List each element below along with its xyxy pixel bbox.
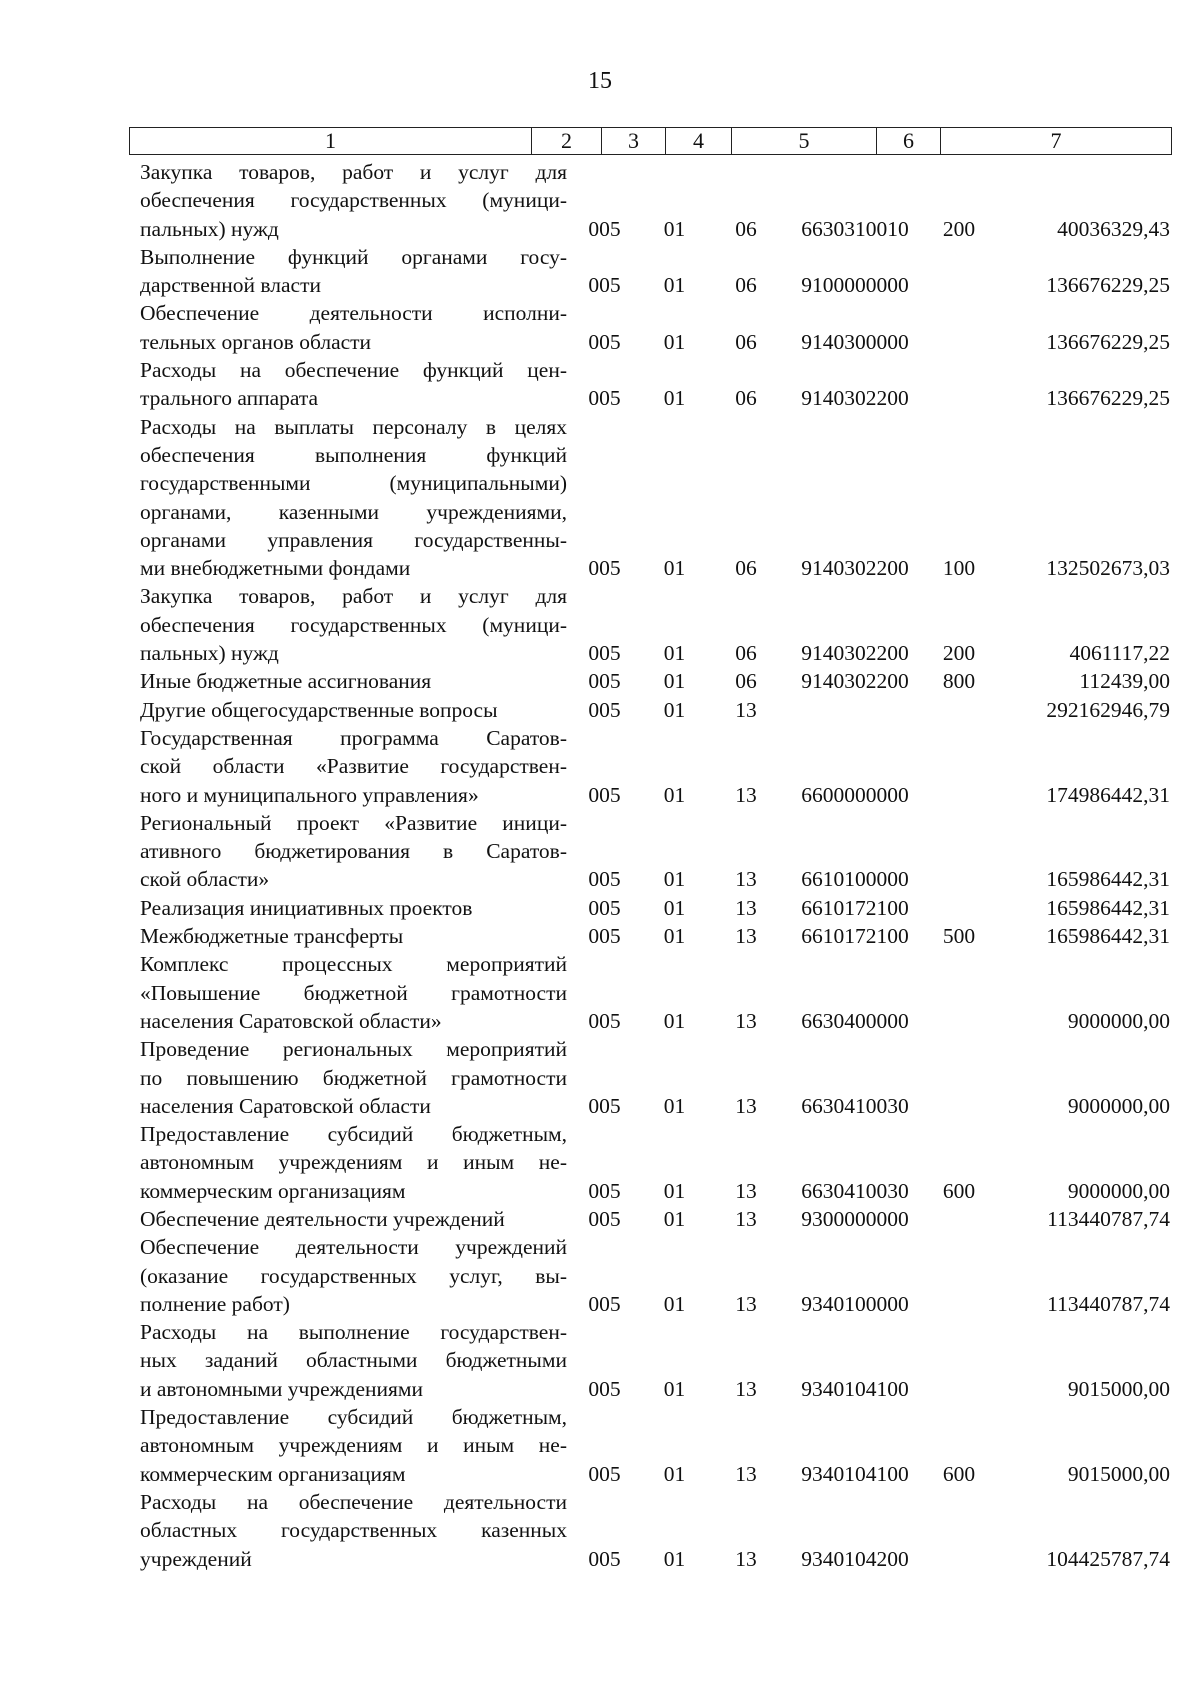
cell-c4: 13 <box>735 1291 757 1316</box>
row-name-line: коммерческим организациям <box>140 1178 406 1203</box>
table-row <box>140 809 1170 894</box>
table-row <box>140 724 1170 809</box>
cell-c2: 005 <box>588 1093 621 1118</box>
row-name-line: областных государственных казенных <box>140 1518 567 1543</box>
cell-c7: 112439,00 <box>1079 669 1170 694</box>
cell-c2: 005 <box>588 782 621 807</box>
cell-c2: 005 <box>588 1206 621 1231</box>
row-name <box>140 1035 567 1120</box>
row-name-line: государственными (муниципальными) <box>140 471 567 496</box>
cell-c6: 600 <box>942 1178 976 1203</box>
row-name-line: ми внебюджетными фондами <box>140 556 411 581</box>
table-row <box>140 1488 1170 1573</box>
table-row <box>140 1403 1170 1488</box>
cell-c4: 13 <box>735 867 757 892</box>
cell-c7: 113440787,74 <box>1047 1206 1170 1231</box>
column-header: 6 <box>877 128 941 155</box>
cell-c4: 13 <box>735 895 757 920</box>
row-name-line: «Повышение бюджетной грамотности <box>140 980 567 1005</box>
row-name <box>140 667 567 695</box>
cell-c7: 9015000,00 <box>1067 1461 1170 1486</box>
cell-c3: 01 <box>663 1008 686 1033</box>
row-name-line: Закупка товаров, работ и услуг для <box>140 160 567 184</box>
row-name <box>140 724 567 809</box>
row-name <box>140 1120 567 1205</box>
cell-c2: 005 <box>588 1291 621 1316</box>
row-name-line: по повышению бюджетной грамотности <box>140 1065 567 1090</box>
row-name-line: Комплекс процессных мероприятий <box>140 952 567 977</box>
row-name-line: автономным учреждениям и иным не- <box>140 1433 567 1458</box>
row-name-line: Предоставление субсидий бюджетным, <box>140 1405 567 1430</box>
row-name <box>140 922 567 950</box>
row-name-line: трального аппарата <box>140 386 319 411</box>
cell-c4: 13 <box>735 1376 757 1401</box>
cell-c4: 13 <box>735 1093 757 1118</box>
cell-c5: 6630310010 <box>801 216 909 241</box>
row-name <box>140 299 567 356</box>
row-name <box>140 950 567 1035</box>
page-number: 15 <box>588 68 612 94</box>
cell-c2: 005 <box>588 641 621 666</box>
row-name-line: обеспечения государственных (муници- <box>140 612 567 637</box>
table-row <box>140 299 1170 356</box>
cell-c4: 13 <box>735 782 757 807</box>
cell-c7: 9000000,00 <box>1067 1093 1170 1118</box>
row-name <box>140 243 567 300</box>
table-row <box>140 1205 1170 1233</box>
cell-c4: 13 <box>735 1178 757 1203</box>
row-name <box>140 1205 567 1233</box>
row-name-line: Предоставление субсидий бюджетным, <box>140 1122 567 1147</box>
row-name-line: дарственной власти <box>140 273 321 298</box>
cell-c5: 9140302200 <box>801 669 909 694</box>
table-row <box>140 582 1170 667</box>
row-name <box>140 696 567 724</box>
cell-c4: 13 <box>735 1546 757 1571</box>
row-name-line: Проведение региональных мероприятий <box>140 1037 567 1062</box>
row-name-line: органами, казенными учреждениями, <box>140 499 567 524</box>
cell-c3: 01 <box>663 1178 686 1203</box>
cell-c7: 104425787,74 <box>1046 1546 1170 1571</box>
cell-c5: 9140302200 <box>801 386 909 411</box>
table-row <box>140 413 1170 583</box>
cell-c7: 165986442,31 <box>1046 895 1170 920</box>
cell-c5: 6630410030 <box>801 1178 909 1203</box>
cell-c2: 005 <box>588 216 621 241</box>
row-name-line: Расходы на обеспечение деятельности <box>140 1489 567 1514</box>
cell-c2: 005 <box>588 1546 621 1571</box>
cell-c2: 005 <box>588 386 621 411</box>
cell-c7: 165986442,31 <box>1046 924 1170 949</box>
cell-c6: 200 <box>942 641 976 666</box>
cell-c3: 01 <box>663 1093 686 1118</box>
cell-c3: 01 <box>663 924 686 949</box>
cell-c7: 40036329,43 <box>1057 216 1170 241</box>
cell-c5: 6600000000 <box>801 782 909 807</box>
row-name-line: Региональный проект «Развитие иници- <box>140 810 567 835</box>
column-header: 5 <box>732 128 877 155</box>
cell-c3: 01 <box>663 1546 686 1571</box>
row-name-line: обеспечения государственных (муници- <box>140 188 567 213</box>
cell-c5: 9140302200 <box>801 641 909 666</box>
cell-c5: 9340104200 <box>801 1546 909 1571</box>
row-name-line: автономным учреждениям и иным не- <box>140 1150 567 1175</box>
cell-c7: 174986442,31 <box>1046 782 1170 807</box>
cell-c6: 800 <box>942 669 976 694</box>
row-name-line: ных заданий областными бюджетными <box>140 1348 567 1373</box>
row-name-line: обеспечения выполнения функций <box>140 442 567 467</box>
cell-c7: 165986442,31 <box>1046 867 1170 892</box>
cell-c7: 136676229,25 <box>1046 329 1170 354</box>
row-name-line: полнение работ) <box>140 1291 290 1316</box>
cell-c6: 200 <box>942 216 976 241</box>
cell-c2: 005 <box>588 924 621 949</box>
cell-c4: 13 <box>735 1008 757 1033</box>
column-header: 2 <box>532 128 602 155</box>
cell-c3: 01 <box>663 556 686 581</box>
cell-c4: 13 <box>735 924 757 949</box>
row-name-line: ской области «Развитие государствен- <box>140 754 567 779</box>
table-row <box>140 158 1170 243</box>
row-name <box>140 158 567 243</box>
row-name-line: и автономными учреждениями <box>140 1376 423 1401</box>
table-row <box>140 1233 1170 1318</box>
cell-c5: 9300000000 <box>801 1206 909 1231</box>
cell-c5: 9340104100 <box>801 1376 909 1401</box>
row-name <box>140 356 567 413</box>
cell-c5: 9140300000 <box>801 329 909 354</box>
cell-c4: 06 <box>735 329 757 354</box>
cell-c6: 600 <box>942 1461 976 1486</box>
cell-c3: 01 <box>663 1291 686 1316</box>
cell-c7: 132502673,03 <box>1046 556 1170 581</box>
cell-c2: 005 <box>588 1178 621 1203</box>
row-name-line: Выполнение функций органами госу- <box>140 244 567 269</box>
cell-c5: 9340100000 <box>801 1291 909 1316</box>
cell-c5: 9340104100 <box>801 1461 909 1486</box>
cell-c4: 13 <box>735 1206 757 1231</box>
cell-c4: 06 <box>735 386 757 411</box>
cell-c2: 005 <box>588 895 621 920</box>
row-name-line: Обеспечение деятельности учреждений <box>140 1206 505 1231</box>
cell-c7: 9000000,00 <box>1067 1178 1170 1203</box>
row-name-line: Расходы на выплаты персоналу в целях <box>140 414 567 439</box>
cell-c2: 005 <box>588 1376 621 1401</box>
row-name-line: Иные бюджетные ассигнования <box>140 669 432 694</box>
row-name-line: Обеспечение деятельности учреждений <box>140 1235 567 1260</box>
cell-c4: 06 <box>735 273 757 298</box>
table-row <box>140 1120 1170 1205</box>
row-name-line: пальных) нужд <box>140 641 279 666</box>
cell-c2: 005 <box>588 697 621 722</box>
table-row <box>140 696 1170 724</box>
cell-c5: 6610172100 <box>801 895 909 920</box>
cell-c7: 136676229,25 <box>1046 386 1170 411</box>
row-name <box>140 1233 567 1318</box>
cell-c7: 136676229,25 <box>1046 273 1170 298</box>
column-header: 1 <box>130 128 532 155</box>
row-name <box>140 809 567 894</box>
row-name-line: Реализация инициативных проектов <box>140 895 473 920</box>
row-name-line: органами управления государственны- <box>140 527 567 552</box>
cell-c3: 01 <box>663 1461 686 1486</box>
cell-c7: 9000000,00 <box>1067 1008 1170 1033</box>
cell-c2: 005 <box>588 867 621 892</box>
cell-c4: 13 <box>735 697 757 722</box>
cell-c3: 01 <box>663 216 686 241</box>
cell-c3: 01 <box>663 782 686 807</box>
cell-c2: 005 <box>588 273 621 298</box>
row-name-line: ного и муниципального управления» <box>140 782 479 807</box>
table-row <box>140 1035 1170 1120</box>
cell-c3: 01 <box>663 669 686 694</box>
table-row <box>140 243 1170 300</box>
cell-c3: 01 <box>663 895 686 920</box>
cell-c3: 01 <box>663 386 686 411</box>
cell-c6: 100 <box>942 556 976 581</box>
cell-c3: 01 <box>663 697 686 722</box>
cell-c2: 005 <box>588 1008 621 1033</box>
row-name-line: населения Саратовской области» <box>140 1008 442 1033</box>
cell-c7: 113440787,74 <box>1047 1291 1170 1316</box>
row-name <box>140 1403 567 1488</box>
row-name-line: пальных) нужд <box>140 216 279 241</box>
cell-c2: 005 <box>588 669 621 694</box>
cell-c3: 01 <box>663 273 686 298</box>
cell-c4: 06 <box>735 216 757 241</box>
table-row <box>140 667 1170 695</box>
row-name <box>140 413 567 583</box>
row-name-line: (оказание государственных услуг, вы- <box>140 1263 567 1288</box>
column-header: 7 <box>941 128 1172 155</box>
column-header-table <box>129 127 1172 155</box>
column-header-row <box>130 128 1172 155</box>
cell-c7: 292162946,79 <box>1046 697 1170 722</box>
cell-c4: 13 <box>735 1461 757 1486</box>
row-name-line: ской области» <box>140 867 270 892</box>
row-name <box>140 894 567 922</box>
cell-c3: 01 <box>663 1376 686 1401</box>
column-header: 4 <box>666 128 732 155</box>
cell-c5: 6610172100 <box>801 924 909 949</box>
cell-c5: 9100000000 <box>801 273 909 298</box>
row-name-line: Обеспечение деятельности исполни- <box>140 301 567 326</box>
cell-c4: 06 <box>735 556 757 581</box>
row-name <box>140 582 567 667</box>
cell-c3: 01 <box>663 641 686 666</box>
cell-c6: 500 <box>942 924 976 949</box>
budget-rows <box>140 158 1170 1573</box>
column-header: 3 <box>602 128 666 155</box>
row-name-line: ативного бюджетирования в Саратов- <box>140 839 567 864</box>
cell-c7: 9015000,00 <box>1067 1376 1170 1401</box>
cell-c2: 005 <box>588 329 621 354</box>
cell-c3: 01 <box>663 867 686 892</box>
cell-c2: 005 <box>588 556 621 581</box>
table-row <box>140 950 1170 1035</box>
cell-c5: 9140302200 <box>801 556 909 581</box>
row-name-line: Расходы на обеспечение функций цен- <box>140 358 567 383</box>
row-name-line: Межбюджетные трансферты <box>140 924 404 949</box>
cell-c5: 6630410030 <box>801 1093 909 1118</box>
row-name-line: Государственная программа Саратов- <box>140 725 567 750</box>
table-row <box>140 1318 1170 1403</box>
row-name-line: населения Саратовской области <box>140 1093 431 1118</box>
table-row <box>140 922 1170 950</box>
cell-c2: 005 <box>588 1461 621 1486</box>
row-name-line: Другие общегосударственные вопросы <box>140 697 498 722</box>
cell-c3: 01 <box>663 329 686 354</box>
cell-c7: 4061117,22 <box>1069 641 1170 666</box>
row-name-line: учреждений <box>140 1546 252 1571</box>
cell-c5: 6630400000 <box>801 1008 909 1033</box>
row-name-line: коммерческим организациям <box>140 1461 406 1486</box>
row-name-line: тельных органов области <box>140 329 372 354</box>
table-row <box>140 356 1170 413</box>
cell-c3: 01 <box>663 1206 686 1231</box>
cell-c4: 06 <box>735 669 757 694</box>
cell-c5: 6610100000 <box>801 867 909 892</box>
row-name <box>140 1488 567 1573</box>
row-name-line: Закупка товаров, работ и услуг для <box>140 584 567 609</box>
table-row <box>140 894 1170 922</box>
cell-c4: 06 <box>735 641 757 666</box>
row-name <box>140 1318 567 1403</box>
row-name-line: Расходы на выполнение государствен- <box>140 1320 567 1345</box>
